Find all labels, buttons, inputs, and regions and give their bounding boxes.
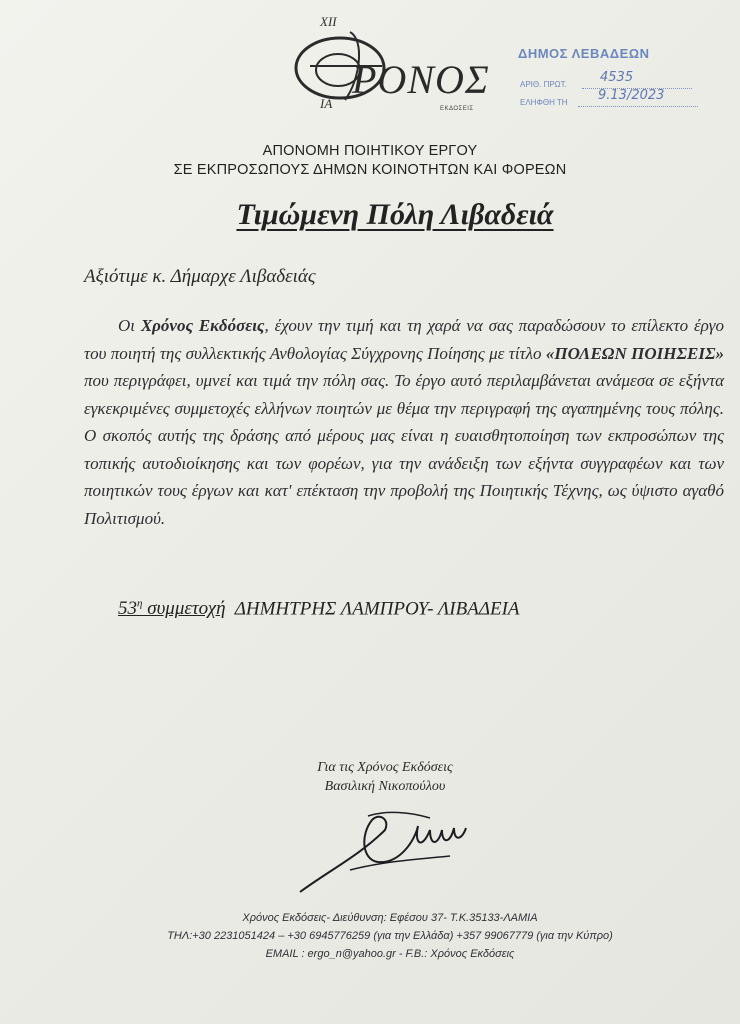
salutation: Αξιότιμε κ. Δήμαρχε Λιβαδειάς bbox=[84, 266, 316, 287]
logo-wordmark: ΡΟΝΟΣ bbox=[352, 57, 490, 102]
logo-subtitle: ΕΚΔΟΣΕΙΣ bbox=[440, 106, 474, 112]
letter-body bbox=[84, 312, 724, 532]
body-mid: , έχουν την τιμή και τη χαρά να σας παραδώσουν το επίλεκτο έργο του ποιητή της συλλεκτικής Ανθολογίας Σύγχρονης Ποίησης με τίτλο bbox=[84, 316, 725, 363]
footer-email: EMAIL : ergo_n@yahoo.gr - F.B.: Χρόνος Εκδόσεις bbox=[265, 948, 515, 960]
footer-phones: ΤΗΛ:+30 2231051424 – +30 6945776259 (για την Ελλάδα) +357 99067779 (για την Κύπρο) bbox=[167, 930, 613, 942]
participation-line bbox=[118, 598, 520, 620]
logo-roman-bottom: IA bbox=[320, 96, 333, 111]
stamp-protocol-label: ΑΡΙΘ. ΠΡΩΤ. bbox=[520, 80, 567, 89]
stamp-date-line bbox=[578, 106, 698, 107]
footer-address: Χρόνος Εκδόσεις- Διεύθυνση: Εφέσου 37- Τ.Κ.35133-ΛΑΜΙΑ bbox=[242, 912, 538, 924]
document-title: Τιμώμενη Πόλη Λιβαδειά bbox=[236, 198, 554, 231]
stamp-title: ΔΗΜΟΣ ΛΕΒΑΔΕΩΝ bbox=[518, 46, 650, 61]
publisher-logo bbox=[290, 14, 490, 114]
participation-label: συμμετοχή bbox=[142, 598, 226, 620]
handwritten-signature bbox=[290, 800, 480, 900]
signature-for-line: Για τις Χρόνος Εκδόσεις bbox=[317, 760, 453, 775]
participation-number: 53 bbox=[118, 598, 137, 620]
work-title: «ΠΟΛΕΩΝ ΠΟΙΗΣΕΙΣ» bbox=[545, 343, 724, 363]
heading-line-1: ΑΠΟΝΟΜΗ ΠΟΙΗΤΙΚΟΥ ΕΡΓΟΥ bbox=[262, 143, 478, 159]
stamp-protocol-value: 4535 bbox=[600, 70, 634, 85]
participation-ordinal bbox=[118, 598, 226, 619]
body-end: που περιγράφει, υμνεί και τιμά την πόλη σας. Το έργο αυτό περιλαμβάνεται ανάμεσα σε εξήντα εγκεκριμένες συμμετοχές ελλήνων ποιητών με θέμα την περιγραφή της αγαπημένης τους πόλης. Ο σκοπός αυτής της δράσης από μέρους μας είναι η ευαισθητοποίηση των εκπροσώπων της τοπικής αυτοδιοίκησης και των φορέων, για την ανάδειξη των εξήντα συγγραφέων και των ποιητικών τους έργων και κατ' επέκταση την προβολή της Ποιητικής Τέχνης, ως ύψιστο αγαθό Πολιτισμού. bbox=[84, 371, 724, 528]
logo-roman-top: XII bbox=[320, 14, 337, 29]
body-start: Οι bbox=[118, 316, 141, 335]
participation-suffix: η bbox=[137, 598, 143, 610]
stamp-date-value: 9.13/2023 bbox=[598, 88, 665, 103]
publisher-name: Χρόνος Εκδόσεις bbox=[140, 316, 265, 335]
stamp-date-label: ΕΛΗΦΘΗ ΤΗ bbox=[520, 98, 568, 107]
participation-detail: ΔΗΜΗΤΡΗΣ ΛΑΜΠΡΟΥ- ΛΙΒΑΔΕΙΑ bbox=[225, 598, 520, 620]
signatory-name: Βασιλική Νικοπούλου bbox=[324, 779, 446, 794]
heading-line-2: ΣΕ ΕΚΠΡΟΣΩΠΟΥΣ ΔΗΜΩΝ ΚΟΙΝΟΤΗΤΩΝ ΚΑΙ ΦΟΡΕΩΝ bbox=[173, 162, 567, 178]
registry-stamp bbox=[512, 42, 712, 120]
